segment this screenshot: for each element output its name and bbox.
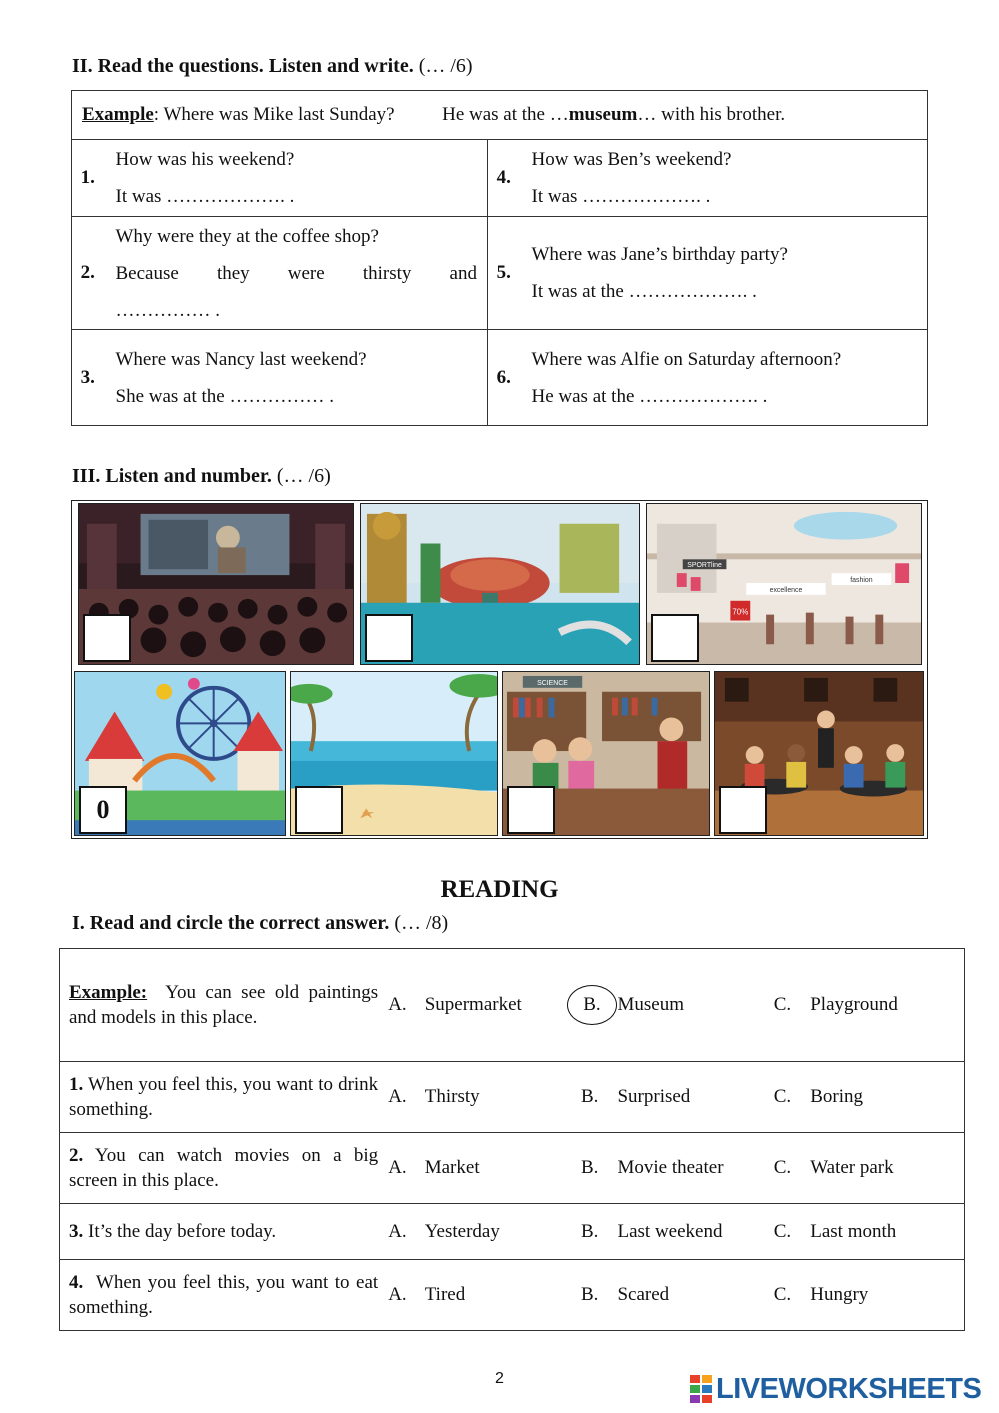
mall-sign-fashion: fashion [850,577,873,585]
mall-sign-excellence: excellence [769,586,803,594]
picture-shopping-mall [646,503,922,665]
picture-movie-theater [78,503,354,665]
question-text: Where was Jane’s birthday party? [531,244,788,265]
picture-bookstore [502,671,710,836]
question-text: Why were they at the coffee shop? [115,225,379,247]
answer-box[interactable] [719,786,767,834]
questions-table [71,90,928,426]
answer-blank[interactable]: It was at the ………………. . [531,281,757,302]
reading-heading: READING [440,876,559,903]
question-text: How was Ben’s weekend? [531,149,732,170]
reading-question-row: 2. You can watch movies on a big screen in this place. A. Market B. Movie theater C. Water park [60,1133,965,1204]
question-row: 2. Why were they at the coffee shop? Because they were thirsty and …………… . 5. Where was Jane’s birthday party? It was at the ………………. . [72,217,928,330]
option-text[interactable]: Yesterday [425,1204,579,1260]
example-answer-box[interactable]: 0 [79,786,127,834]
answer-box[interactable] [295,786,343,834]
example-answer: museum [568,104,638,125]
section-3-title: III. Listen and number. (… /6) [72,465,331,487]
answer-line: Because they were thirsty and [115,262,477,284]
reading-question-row: 1. When you feel this, you want to drink something. A. Thirsty B. Surprised C. Boring [60,1062,965,1133]
liveworksheets-logo-icon [690,1375,714,1405]
option-text[interactable]: Hungry [810,1260,964,1331]
reading-question: 3. It’s the day before today. [60,1204,387,1260]
answer-box[interactable] [365,614,413,662]
circled-answer: B. [567,985,617,1025]
option-text[interactable]: Playground [810,949,964,1062]
option-text[interactable]: Scared [617,1260,771,1331]
example-label: Example [82,104,154,125]
option-text[interactable]: Boring [810,1062,964,1133]
section-2-title: II. Read the questions. Listen and write. (… /6) [72,55,473,77]
picture-restaurant [714,671,924,836]
bookstore-sign: SCIENCE [537,679,568,687]
reading-question: 1. When you feel this, you want to drink something. [60,1062,387,1133]
mall-sign-sport: SPORTline [687,562,722,570]
option-text[interactable]: Movie theater [617,1133,771,1204]
reading-question-row: 4. When you feel this, you want to eat something. A. Tired B. Scared C. Hungry [60,1260,965,1331]
page-number: 2 [495,1370,504,1387]
picture-grid [71,500,928,839]
answer-blank[interactable]: He was at the ………………. . [531,385,768,407]
answer-box[interactable] [651,614,699,662]
liveworksheets-logo[interactable] [690,1372,990,1406]
answer-box[interactable] [83,614,131,662]
question-text: Where was Alfie on Saturday afternoon? [531,348,842,370]
option-text[interactable]: Tired [425,1260,579,1331]
picture-beach [290,671,498,836]
picture-water-park [360,503,640,665]
mall-sign-sale: 70% [732,607,749,617]
question-text: Where was Nancy last weekend? [115,348,367,370]
option-text[interactable]: Last month [810,1204,964,1260]
option-text[interactable]: Surprised [617,1062,771,1133]
reading-example-row: Example: You can see old paintings and models in this place. A. Supermarket B. Museum C. Playground [60,949,965,1062]
reading-table [59,948,965,1331]
option-text[interactable]: Thirsty [425,1062,579,1133]
reading-question: 2. You can watch movies on a big screen in this place. [60,1133,387,1204]
reading-question: 4. When you feel this, you want to eat something. [60,1260,387,1331]
question-row: 3. Where was Nancy last weekend? She was at the …………… . 6. Where was Alfie on Saturday afternoon? He was at the ………………. . [72,330,928,426]
answer-blank[interactable]: It was ………………. . [531,186,711,207]
question-text: How was his weekend? [115,149,295,170]
example-row: Example: Where was Mike last Sunday? He was at the …museum… with his brother. [72,91,928,140]
option-text[interactable]: Museum [617,949,771,1062]
reading-example-question: Example: You can see old paintings and models in this place. [60,949,387,1062]
reading-question-row: 3. It’s the day before today. A. Yesterday B. Last weekend C. Last month [60,1204,965,1260]
answer-box[interactable] [507,786,555,834]
example-question: Where was Mike last Sunday? [163,104,395,125]
option-text[interactable]: Last weekend [617,1204,771,1260]
answer-blank[interactable]: It was ………………. . [115,186,295,207]
answer-blank[interactable]: She was at the …………… . [115,385,334,407]
option-text[interactable]: Market [425,1133,579,1204]
option-text[interactable]: Supermarket [425,949,579,1062]
reading-section-title: I. Read and circle the correct answer. (… /8) [72,912,449,934]
answer-blank[interactable]: …………… . [115,299,220,321]
liveworksheets-logo-text: LIVEWORKSHEETS [716,1373,982,1405]
question-row: 1. How was his weekend? It was ………………. . 4. How was Ben’s weekend? It was ………………. . [72,140,928,217]
option-text[interactable]: Water park [810,1133,964,1204]
picture-amusement-park [74,671,286,836]
